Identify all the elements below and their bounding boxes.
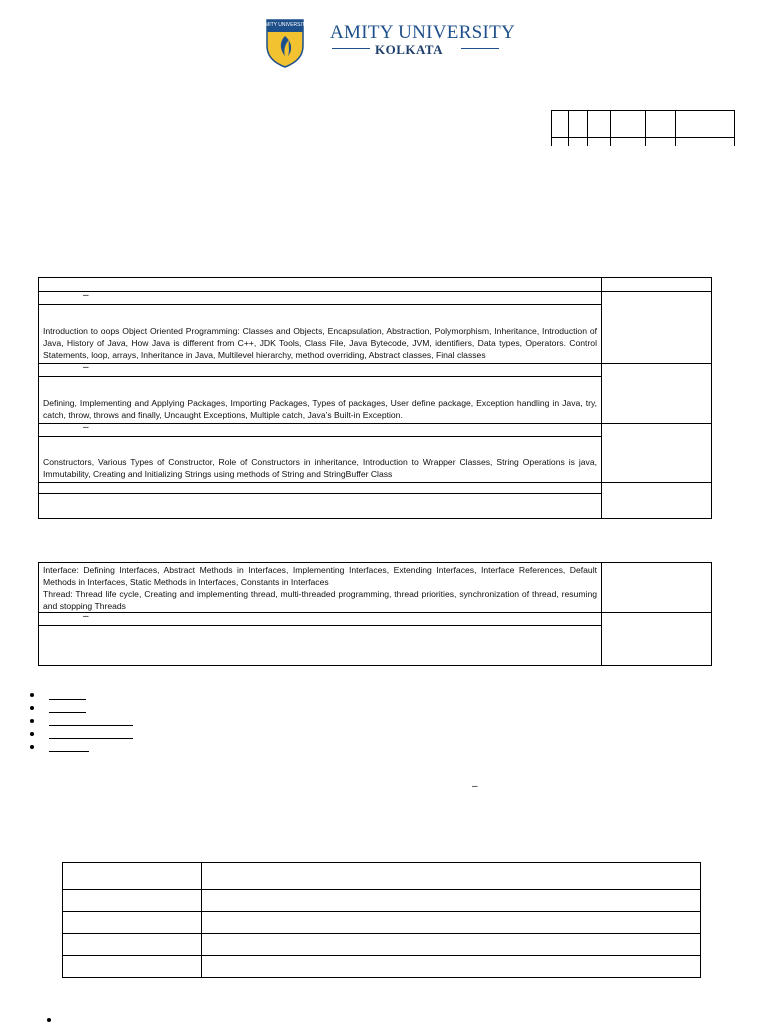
course-code-grid: [551, 110, 735, 146]
module1-title-cell: [39, 292, 602, 305]
eval-cell: [202, 934, 701, 956]
bullet-dot: [30, 732, 34, 736]
module4-content: [39, 563, 602, 613]
bullet-dot: [47, 1018, 51, 1022]
module3-title-cell: [39, 424, 602, 437]
underline-placeholder: [49, 725, 133, 726]
module5-dash: –: [83, 611, 89, 622]
module-header-cell: [39, 278, 602, 292]
eval-header-right: [202, 863, 701, 890]
module5-hours-cell: [602, 613, 712, 666]
underline-placeholder: [49, 751, 89, 752]
underline-placeholder: [49, 738, 133, 739]
eval-cell: [202, 890, 701, 912]
syllabus-table-interfaces-threads: [38, 562, 712, 666]
module-hours-header: [602, 278, 712, 292]
eval-cell: [202, 912, 701, 934]
eval-header-left: [63, 863, 202, 890]
evaluation-table: [62, 862, 701, 978]
bullet-dot: [30, 745, 34, 749]
interface-text: Interface: Defining Interfaces, Abstract Methods in Interfaces, Implementing Interfaces, Extending Interfaces, Interface References, Default Methods in Interfaces, Static Methods in Interfaces, Constants in Interfaces: [43, 565, 597, 587]
module2-dash: –: [83, 362, 89, 373]
eval-cell: [202, 956, 701, 978]
module2-content: Defining, Implementing and Applying Packages, Importing Packages, Types of packages, User define package, Exception handling in Java, try, catch, throw, throws and finally, Uncaught Exceptions, Multiple catch, Java’s Built-in Exception.: [39, 377, 602, 424]
module1-hours-cell: [602, 292, 712, 364]
university-name: AMITY UNIVERSITY: [330, 22, 516, 43]
syllabus-table-modules: [38, 277, 712, 519]
module3-hours-cell: [602, 424, 712, 483]
module2-hours-cell: [602, 364, 712, 424]
campus-name: KOLKATA: [375, 42, 444, 57]
eval-cell: [63, 890, 202, 912]
module3-dash: –: [83, 422, 89, 433]
blank-hours-cell-a: [602, 483, 712, 519]
university-logo-crest: [264, 16, 306, 68]
thread-text: Thread: Thread life cycle, Creating and implementing thread, multi-threaded programming, thread priorities, synchronization of thread, resuming and stopping Threads: [43, 589, 597, 611]
section-dash: –: [472, 781, 478, 792]
blank-row-b: [39, 494, 602, 519]
campus-rule-right: [461, 48, 499, 49]
module2-title-cell: [39, 364, 602, 377]
crest-text: AMITY UNIVERSITY: [264, 22, 306, 28]
eval-cell: [63, 912, 202, 934]
module4-hours-cell: [602, 563, 712, 613]
eval-cell: [63, 956, 202, 978]
eval-cell: [63, 934, 202, 956]
module1-dash: –: [83, 290, 89, 301]
campus-rule-left: [332, 48, 370, 49]
module3-content: Constructors, Various Types of Constructor, Role of Constructors in inheritance, Introduction to Wrapper Classes, String Operations is java, Immutability, Creating and Initializing Strings using methods of String and StringBuffer Class: [39, 437, 602, 483]
blank-row-a: [39, 483, 602, 494]
bullet-dot: [30, 706, 34, 710]
underline-placeholder: [49, 699, 86, 700]
module5-title-cell: [39, 613, 602, 626]
underline-placeholder: [49, 712, 86, 713]
bullet-dot: [30, 719, 34, 723]
module1-content: Introduction to oops Object Oriented Programming: Classes and Objects, Encapsulation, Abstraction, Polymorphism, Inheritance, Introduction of Java, History of Java, How Java is different from C++, JDK Tools, Class File, Java Bytecode, JVM, identifiers, Data types, Operators. Control Statements, loop, arrays, Inheritance in Java, Multilevel hierarchy, method overriding, Abstract classes, Final classes: [39, 305, 602, 364]
module5-content: [39, 626, 602, 666]
bullet-dot: [30, 693, 34, 697]
